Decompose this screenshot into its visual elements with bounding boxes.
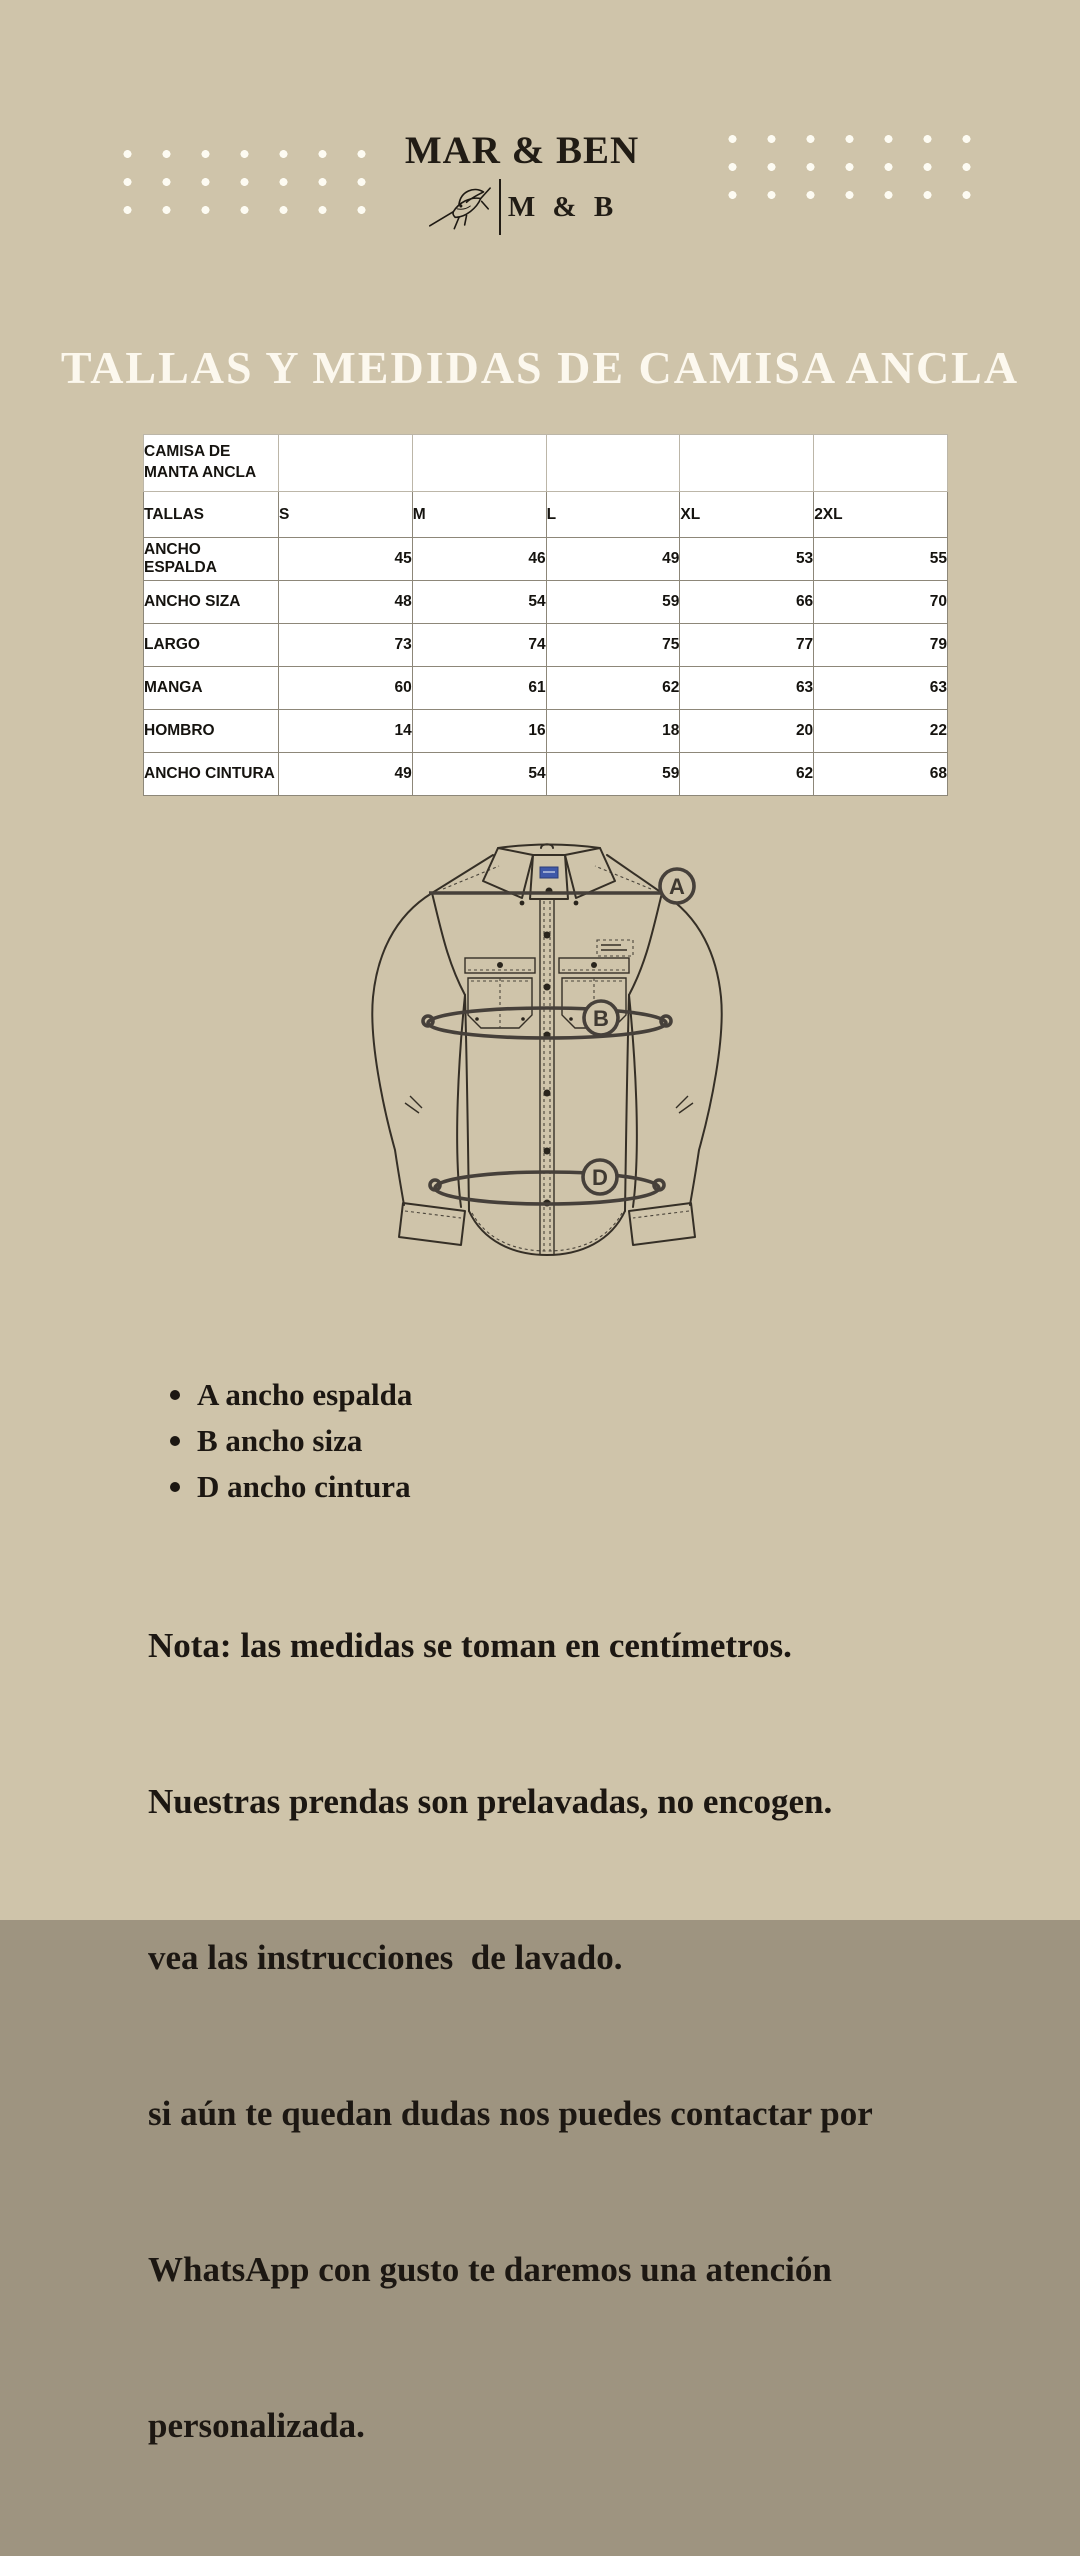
legend-text: A ancho espalda [197, 1377, 413, 1412]
dot-grid-right [713, 125, 986, 209]
table-row-product [144, 435, 948, 492]
bullet-icon [170, 1390, 180, 1400]
table-row [144, 538, 948, 581]
measure-label-cell: ANCHO CINTURA [144, 753, 279, 796]
measure-value-cell: 55 [814, 538, 948, 581]
table-row [144, 710, 948, 753]
product-name-cell: CAMISA DE MANTA ANCLA [144, 435, 279, 492]
measure-label-cell: ANCHO SIZA [144, 581, 279, 624]
size-cell: M [412, 492, 546, 538]
table-row-sizes [144, 492, 948, 538]
measure-value-cell: 70 [814, 581, 948, 624]
measure-value-cell: 77 [680, 624, 814, 667]
measure-value-cell: 62 [546, 667, 680, 710]
label-b: B [593, 1006, 609, 1031]
measure-value-cell: 22 [814, 710, 948, 753]
measure-value-cell: 16 [412, 710, 546, 753]
label-d: D [592, 1165, 608, 1190]
note-line: Nuestras prendas son prelavadas, no encogen. [148, 1782, 833, 1821]
sizes-header-cell: TALLAS [144, 492, 279, 538]
brand-name: MAR & BEN [404, 129, 640, 172]
measure-value-cell: 45 [279, 538, 413, 581]
measure-value-cell: 63 [680, 667, 814, 710]
measure-value-cell: 62 [680, 753, 814, 796]
measure-value-cell: 14 [279, 710, 413, 753]
empty-cell [412, 435, 546, 492]
measure-label-cell: HOMBRO [144, 710, 279, 753]
measure-value-cell: 59 [546, 581, 680, 624]
measure-label-cell: MANGA [144, 667, 279, 710]
legend-text: D ancho cintura [197, 1469, 411, 1504]
empty-cell [680, 435, 814, 492]
label-a: A [669, 874, 685, 899]
measure-value-cell: 59 [546, 753, 680, 796]
size-cell: L [546, 492, 680, 538]
marlin-icon [426, 176, 492, 238]
measure-value-cell: 48 [279, 581, 413, 624]
shirt-technical-drawing [363, 845, 735, 1273]
note-line: si aún te quedan dudas nos puedes contactar por [148, 2094, 873, 2133]
measure-value-cell: 75 [546, 624, 680, 667]
measure-value-cell: 60 [279, 667, 413, 710]
measure-value-cell: 74 [412, 624, 546, 667]
size-cell: S [279, 492, 413, 538]
table-row [144, 667, 948, 710]
dot-grid-left [108, 140, 381, 224]
size-table [143, 434, 948, 796]
bullet-icon [170, 1482, 180, 1492]
bullet-icon [170, 1436, 180, 1446]
measure-value-cell: 54 [412, 581, 546, 624]
measure-value-cell: 66 [680, 581, 814, 624]
chest-label [597, 940, 633, 956]
note-line: personalizada. [148, 2406, 365, 2445]
measure-value-cell: 53 [680, 538, 814, 581]
brand-logo [362, 128, 682, 240]
measure-value-cell: 73 [279, 624, 413, 667]
legend-item [170, 1464, 412, 1510]
measure-value-cell: 63 [814, 667, 948, 710]
measure-label-cell: ANCHO ESPALDA [144, 538, 279, 581]
empty-cell [546, 435, 680, 492]
measure-value-cell: 49 [279, 753, 413, 796]
brand-sub-logo [426, 174, 618, 240]
page-title: TALLAS Y MEDIDAS DE CAMISA ANCLA [60, 342, 1020, 393]
size-cell: XL [680, 492, 814, 538]
measure-value-cell: 61 [412, 667, 546, 710]
note-line: Nota: las medidas se toman en centímetros. [148, 1626, 792, 1665]
legend-item [170, 1372, 412, 1418]
legend-text: B ancho siza [197, 1423, 363, 1458]
table-row [144, 624, 948, 667]
empty-cell [279, 435, 413, 492]
measure-value-cell: 18 [546, 710, 680, 753]
measure-value-cell: 79 [814, 624, 948, 667]
note-line: WhatsApp con gusto te daremos una atención [148, 2250, 832, 2289]
measure-legend [170, 1372, 412, 1510]
table-row [144, 753, 948, 796]
measure-label-cell: LARGO [144, 624, 279, 667]
empty-cell [814, 435, 948, 492]
size-cell: 2XL [814, 492, 948, 538]
brand-monogram: M & B [507, 190, 619, 223]
measure-value-cell: 68 [814, 753, 948, 796]
note-line: vea las instrucciones de lavado. [148, 1938, 623, 1977]
measure-value-cell: 46 [412, 538, 546, 581]
table-row [144, 581, 948, 624]
measure-value-cell: 20 [680, 710, 814, 753]
notes-block [148, 1516, 960, 2556]
legend-item [170, 1418, 412, 1464]
measure-value-cell: 49 [546, 538, 680, 581]
measure-value-cell: 54 [412, 753, 546, 796]
logo-divider [499, 179, 501, 235]
